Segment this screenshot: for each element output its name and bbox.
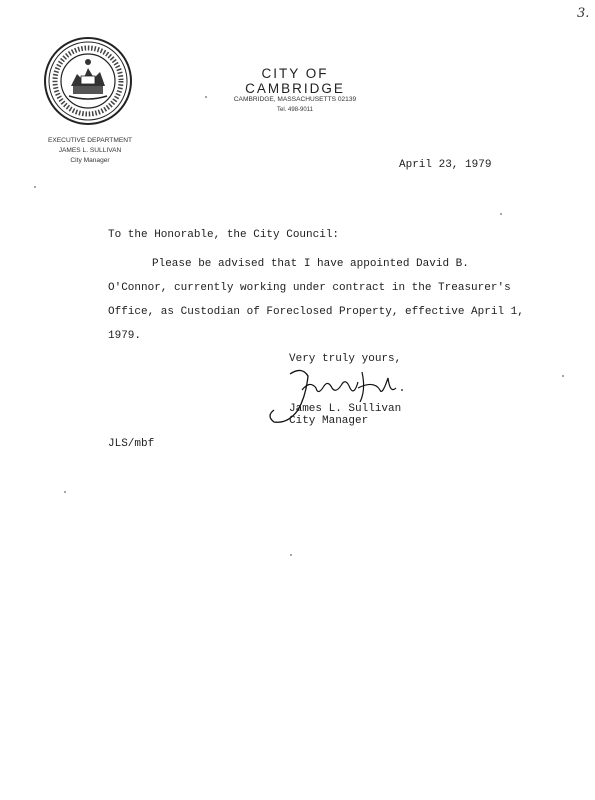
department-name: EXECUTIVE DEPARTMENT bbox=[47, 137, 133, 144]
paper-speck bbox=[205, 96, 207, 98]
body-line: Please be advised that I have appointed David B. bbox=[152, 258, 469, 270]
signer-title: City Manager bbox=[289, 415, 369, 427]
body-line: 1979. bbox=[108, 330, 142, 342]
signer-name: James L. Sullivan bbox=[289, 403, 402, 415]
letterhead-title: CITY OF CAMBRIDGE bbox=[245, 66, 345, 96]
closing: Very truly yours, bbox=[289, 353, 402, 365]
paper-speck bbox=[34, 186, 36, 188]
department-block bbox=[30, 136, 150, 166]
paper-speck bbox=[500, 213, 502, 215]
salutation: To the Honorable, the City Council: bbox=[108, 229, 340, 241]
page-number: 3. bbox=[577, 6, 590, 21]
reference-initials: JLS/mbf bbox=[108, 438, 155, 450]
paper-speck bbox=[290, 554, 292, 556]
city-seal-icon bbox=[43, 36, 133, 126]
letterhead-address: CAMBRIDGE, MASSACHUSETTS 02139 bbox=[233, 96, 357, 103]
paper-speck bbox=[64, 491, 66, 493]
department-official: JAMES L. SULLIVAN bbox=[58, 147, 122, 154]
paper-speck bbox=[562, 375, 564, 377]
letter-date: April 23, 1979 bbox=[399, 159, 492, 171]
department-title: City Manager bbox=[70, 157, 110, 164]
letterhead-telephone: Tel. 498-9011 bbox=[277, 107, 313, 113]
body-line: Office, as Custodian of Foreclosed Property, effective April 1, bbox=[108, 306, 524, 318]
body-line: O'Connor, currently working under contract in the Treasurer's bbox=[108, 282, 511, 294]
